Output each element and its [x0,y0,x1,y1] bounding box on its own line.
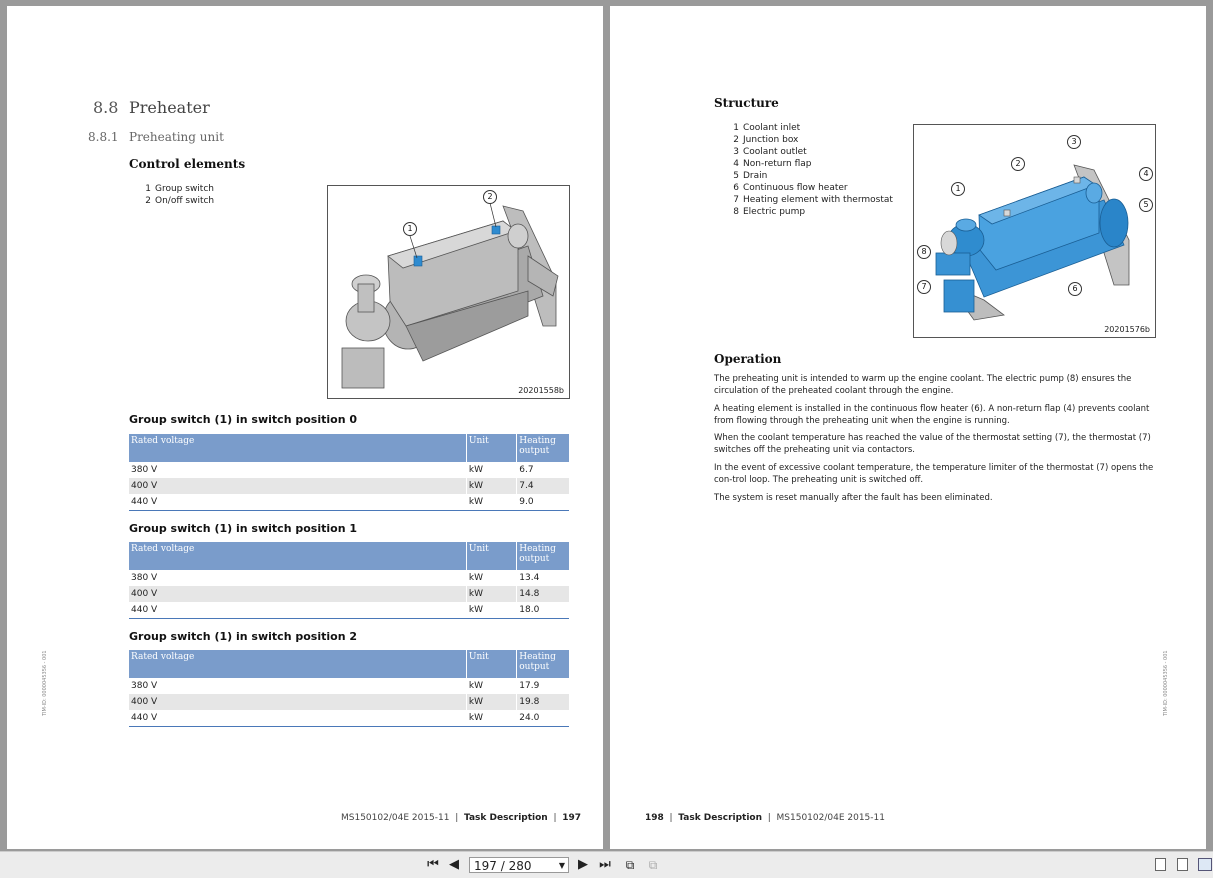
operation-paragraph: The preheating unit is intended to warm up the engine coolant. The electric pump (8) ensures the circulation of the preheated coolant through the engine. [714,374,1132,396]
document-page-left [7,6,603,849]
col-header-rated-voltage: Rated voltage [129,542,466,570]
first-page-icon[interactable]: ⏮ [427,857,439,872]
page-number-select[interactable] [469,857,569,873]
footer-doc-id: MS150102/04E 2015-11 [341,813,450,823]
col-header-rated-voltage: Rated voltage [129,434,466,462]
operation-paragraph: In the event of excessive coolant temperature, the temperature limiter of the thermostat (7) opens the con-trol loop. The preheating unit is switched off. [714,463,1154,485]
structure-list [729,122,893,218]
table-title: Group switch (1) in switch position 0 [129,413,358,426]
col-header-unit: Unit [466,650,516,678]
heating-table-position-0 [129,434,569,511]
preheater-control-figure [327,185,570,399]
structure-heading: Structure [714,96,779,110]
operation-heading: Operation [714,352,782,366]
table-header-row [129,542,569,570]
callout-1: 1 [951,182,965,196]
list-item: 3 Coolant outlet [733,147,807,157]
table-row: 400 V kW 19.8 [129,694,569,710]
viewer-toolbar [0,851,1213,878]
operation-paragraph: When the coolant temperature has reached the value of the thermostat setting (7), the thermostat (7) switches off the preheating unit via contactors. [714,433,1151,455]
section-title: Preheater [129,98,210,117]
table-row: 400 V kW 14.8 [129,586,569,602]
operation-paragraph: The system is reset manually after the fault has been eliminated. [714,493,993,503]
document-page-right [610,6,1206,849]
side-code: TIM-ID: 0000045356 - 001 [42,650,48,716]
table-row: 440 V kW 9.0 [129,494,569,511]
preheater-structure-illustration [914,125,1155,337]
heating-table-position-1 [129,542,569,619]
list-item: 4 Non-return flap [733,159,812,169]
callout-4: 4 [1139,167,1153,181]
two-page-view-icon[interactable] [1198,858,1212,871]
table-row: 380 V kW 13.4 [129,570,569,586]
callout-3: 3 [1067,135,1081,149]
figure-id: 20201576b [1104,325,1150,334]
control-elements-heading: Control elements [129,157,246,171]
table-row: 440 V kW 18.0 [129,602,569,619]
footer-doc-id: MS150102/04E 2015-11 [776,813,885,823]
col-header-unit: Unit [466,542,516,570]
rotate-icon[interactable]: ⧉ [625,858,635,872]
table-row: 380 V kW 6.7 [129,462,569,478]
callout-6: 6 [1068,282,1082,296]
heating-table-position-2 [129,650,569,727]
table-title: Group switch (1) in switch position 1 [129,522,358,535]
prev-page-icon[interactable]: ◀ [449,857,459,872]
col-header-heating-output: Heating output [517,434,569,462]
table-header-row [129,434,569,462]
list-item: 2 Junction box [733,135,799,145]
control-elements-list [141,183,214,207]
page-footer: MS150102/04E 2015-11 | Task Description | 197 [341,813,581,823]
col-header-unit: Unit [466,434,516,462]
last-page-icon[interactable]: ⏭ [599,857,611,872]
side-code: TIM-ID: 0000045356 - 001 [1163,650,1169,716]
callout-7: 7 [917,280,931,294]
table-header-row [129,650,569,678]
callout-1: 1 [403,222,417,236]
footer-page-number: 198 [645,813,664,823]
page-footer: 198 | Task Description | MS150102/04E 2015-11 [645,813,885,823]
callout-5: 5 [1139,198,1153,212]
operation-paragraph: A heating element is installed in the continuous flow heater (6). A non-return flap (4) prevents coolant from flowing through the preheating unit when the engine is running. [714,404,1150,426]
figure-id: 20201558b [518,386,564,395]
footer-page-number: 197 [562,813,581,823]
single-page-view-icon[interactable] [1155,858,1166,871]
list-item: 2 On/off switch [145,196,215,206]
col-header-rated-voltage: Rated voltage [129,650,466,678]
continuous-view-icon[interactable] [1177,858,1188,871]
table-title: Group switch (1) in switch position 2 [129,630,358,643]
footer-section: Task Description [678,813,763,823]
list-item: 7 Heating element with thermostat [733,195,893,205]
footer-section: Task Description [463,813,548,823]
table-row: 400 V kW 7.4 [129,478,569,494]
callout-8: 8 [917,245,931,259]
callout-2: 2 [1011,157,1025,171]
list-item: 8 Electric pump [733,207,806,217]
list-item: 1 Coolant inlet [733,123,801,133]
table-row: 440 V kW 24.0 [129,710,569,727]
section-number: 8.8 [93,98,119,117]
col-header-heating-output: Heating output [517,650,569,678]
list-item: 1 Group switch [145,184,214,194]
page-number-display: 197 / 280 [474,859,532,873]
copy-icon[interactable]: ⧉ [648,858,658,872]
subsection-number: 8.8.1 [88,130,119,144]
list-item: 5 Drain [733,171,768,181]
next-page-icon[interactable]: ▶ [578,857,588,872]
preheater-structure-figure [913,124,1156,338]
preheater-illustration [328,186,569,398]
list-item: 6 Continuous flow heater [733,183,848,193]
col-header-heating-output: Heating output [517,542,569,570]
callout-2: 2 [483,190,497,204]
table-row: 380 V kW 17.9 [129,678,569,694]
subsection-title: Preheating unit [129,130,224,144]
chevron-down-icon: ▼ [558,861,565,870]
